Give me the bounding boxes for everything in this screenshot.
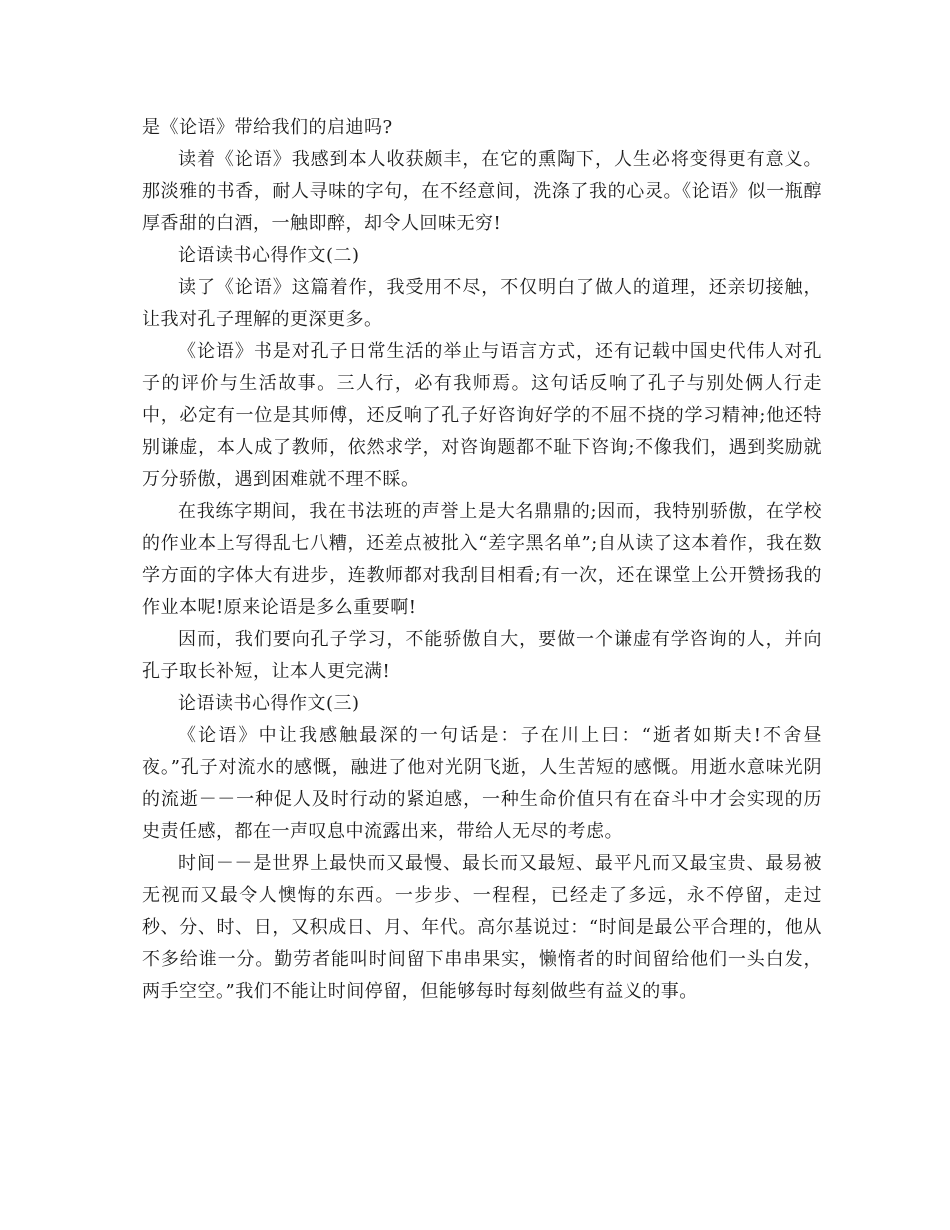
paragraph-4: 《论语》书是对孔子日常生活的举止与语言方式，还有记载中国史代伟人对孔子的评价与生活故事。三人行，必有我师焉。这句话反响了孔子与别处俩人行走中，必定有一位是其师傅，还反响了孔子好咨询好学的不屈不挠的学习精神;他还特别谦虚，本人成了教师，依然求学，对咨询题都不耻下咨询;不像我们，遇到奖励就万分骄傲，遇到困难就不理不睬。: [142, 341, 822, 490]
paragraph-5: 在我练字期间，我在书法班的声誉上是大名鼎鼎的;因而，我特别骄傲，在学校的作业本上写得乱七八糟，还差点被批入“差字黑名单”;自从读了这本着作，我在数学方面的字体大有进步，连教师都对我刮目相看;有一次，还在课堂上公开赞扬我的作业本呢!原来论语是多么重要啊!: [142, 501, 822, 618]
paragraph-6: 因而，我们要向孔子学习，不能骄傲自大，要做一个谦虚有学咨询的人，并向孔子取长补短，让本人更完满!: [142, 629, 822, 682]
paragraph-1: 是《论语》带给我们的启迪吗?: [142, 117, 393, 138]
document-body: [142, 112, 822, 1008]
paragraph-3: 读了《论语》这篇着作，我受用不尽，不仅明白了做人的道理，还亲切接触，让我对孔子理解的更深更多。: [142, 277, 822, 330]
section-heading-2: 论语读书心得作文(二): [178, 245, 360, 266]
section-heading-3: 论语读书心得作文(三): [178, 693, 360, 714]
paragraph-2: 读着《论语》我感到本人收获颇丰，在它的熏陶下，人生必将变得更有意义。那淡雅的书香，耐人寻味的字句，在不经意间，洗涤了我的心灵。《论语》似一瓶醇厚香甜的白酒，一触即醉，却令人回味无穷!: [142, 149, 822, 234]
paragraph-8: 时间－－是世界上最快而又最慢、最长而又最短、最平凡而又最宝贵、最易被无视而又最令人懊悔的东西。一步步、一程程，已经走了多远，永不停留，走过秒、分、时、日，又积成日、月、年代。高尔基说过：“时间是最公平合理的，他从不多给谁一分。勤劳者能叫时间留下串串果实，懒惰者的时间留给他们一头白发，两手空空。”我们不能让时间停留，但能够每时每刻做些有益义的事。: [142, 853, 822, 1002]
paragraph-7: 《论语》中让我感触最深的一句话是：子在川上曰：“逝者如斯夫!不舍昼夜。”孔子对流水的感慨，融进了他对光阴飞逝，人生苦短的感慨。用逝水意味光阴的流逝－－一种促人及时行动的紧迫感，一种生命价值只有在奋斗中才会实现的历史责任感，都在一声叹息中流露出来，带给人无尽的考虑。: [142, 725, 822, 842]
